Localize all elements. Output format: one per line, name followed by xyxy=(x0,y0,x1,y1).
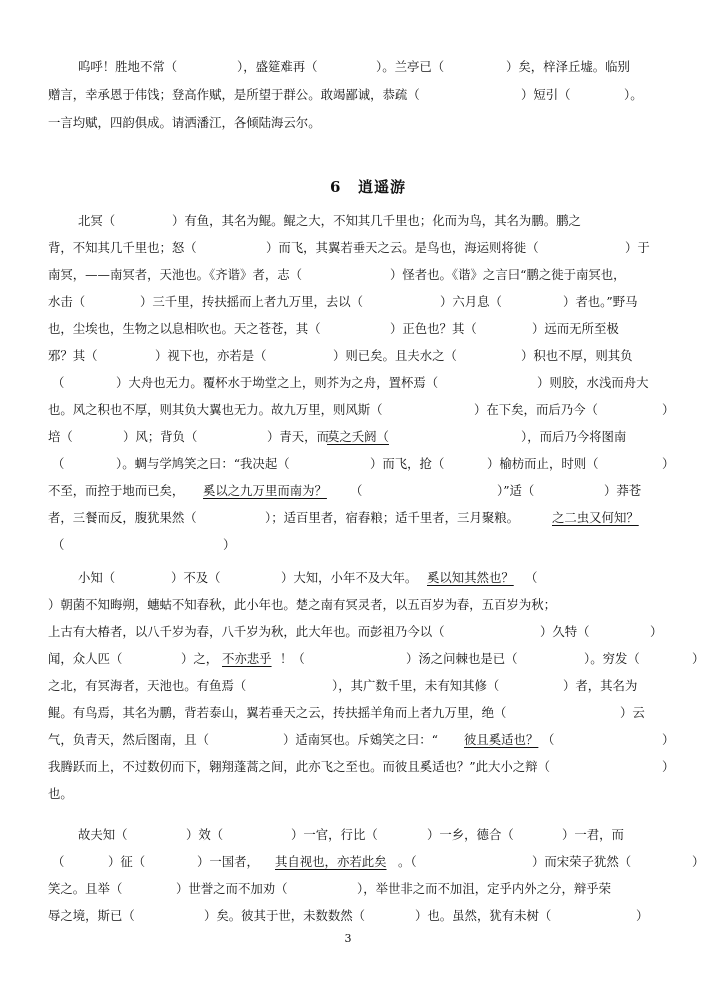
text-segment: ） xyxy=(692,854,704,869)
text-segment: 故夫知（ xyxy=(78,827,128,842)
underlined-phrase: 奚以之九万里而南为？ xyxy=(203,483,327,498)
text-segment: ）世誉之而不加劝（ xyxy=(176,881,288,896)
text-line xyxy=(0,647,704,671)
text-segment: ），盛筵难再（ xyxy=(237,59,318,74)
text-line xyxy=(0,371,696,395)
text-line xyxy=(0,425,696,449)
text-segment: ）莽苍 xyxy=(604,483,642,498)
text-segment: ）于 xyxy=(625,240,650,255)
text-segment: ）而飞，抢（ xyxy=(370,456,445,471)
text-line xyxy=(0,782,696,806)
text-segment: ） xyxy=(692,651,704,666)
text-segment: 呜呼！胜地不常（ xyxy=(78,59,178,74)
text-segment: ）榆枋而止，时则（ xyxy=(487,456,599,471)
text-segment: 赠言，幸承恩于伟饯；登高作赋，是所望于群公。敢竭鄙诚，恭疏（ xyxy=(48,87,420,102)
text-segment: （ xyxy=(525,570,538,585)
text-segment: ） xyxy=(650,624,663,639)
text-segment: ）正色也？其（ xyxy=(390,321,477,336)
text-segment: 也。风之积也不厚，则其负大翼也无力。故九万里，则风斯（ xyxy=(48,402,383,417)
text-segment: 一言均赋，四韵俱成。请洒潘江，各倾陆海云尔。 xyxy=(48,115,321,130)
section-number: 6 xyxy=(330,178,341,196)
text-segment: ）朝菌不知晦朔，蟪蛄不知春秋，此小年也。楚之南有冥灵者，以五百岁为春，五百岁为秋； xyxy=(48,597,557,612)
text-segment: ）”适（ xyxy=(497,483,535,498)
text-segment: ）矣。彼其于世，未数数然（ xyxy=(204,908,366,923)
text-segment: ） xyxy=(636,908,649,923)
text-segment: ）而宋荣子犹然（ xyxy=(532,854,632,869)
text-line xyxy=(0,236,696,260)
text-segment: （ xyxy=(52,375,65,390)
section-heading: 逍遥游 xyxy=(358,178,407,196)
text-segment: ）汤之问棘也是已（ xyxy=(406,651,518,666)
text-segment: ）一官，行比（ xyxy=(291,827,378,842)
text-line xyxy=(0,728,696,752)
text-segment: 上古有大椿者，以八千岁为春，八千岁为秋，此大年也。而彭祖乃今以（ xyxy=(48,624,445,639)
text-segment: ）。穷发（ xyxy=(584,651,640,666)
text-segment: ）而飞，其翼若垂天之云。是鸟也，海运则将徙（ xyxy=(266,240,539,255)
text-segment: ） xyxy=(662,402,675,417)
text-segment: 小知（ xyxy=(78,570,116,585)
text-segment: （ xyxy=(542,732,555,747)
underlined-phrase: 其自视也，亦若此矣 xyxy=(275,854,387,869)
text-line xyxy=(0,674,696,698)
text-segment: ）久特（ xyxy=(540,624,590,639)
text-line xyxy=(0,317,696,341)
text-segment: ）在下矣，而后乃今（ xyxy=(474,402,598,417)
text-segment: 培（ xyxy=(48,429,73,444)
text-line xyxy=(0,344,696,368)
text-line xyxy=(0,755,696,779)
text-segment: ） xyxy=(662,759,675,774)
text-segment: ）远而无所至极 xyxy=(532,321,619,336)
text-segment: （ xyxy=(350,483,363,498)
underlined-phrase: 彼且奚适也？ xyxy=(464,732,539,747)
text-segment: ）效（ xyxy=(186,827,224,842)
text-line xyxy=(0,823,696,847)
text-segment: 我腾跃而上，不过数仞而下，翱翔蓬蒿之间，此亦飞之至也。而彼且奚适也？”此大小之辩（ xyxy=(48,759,550,774)
text-segment: 也。 xyxy=(48,786,73,801)
text-segment: 水击（ xyxy=(48,294,86,309)
text-segment: 者，三餐而反，腹犹果然（ xyxy=(48,510,197,525)
page-number: 3 xyxy=(344,932,352,945)
text-segment: ），其广数千里，未有知其修（ xyxy=(332,678,500,693)
text-segment: ）者也。”野马 xyxy=(563,294,638,309)
text-segment: ）。蜩与学鸠笑之曰：“我决起（ xyxy=(116,456,290,471)
text-segment: 气，负青天，然后图南，且（ xyxy=(48,732,210,747)
text-segment: 北冥（ xyxy=(78,213,116,228)
text-segment: （ xyxy=(52,537,65,552)
text-segment: ）适南冥也。斥鴳笑之曰：“ xyxy=(283,732,439,747)
text-line xyxy=(0,479,696,503)
text-segment: ）视下也，亦若是（ xyxy=(155,348,267,363)
text-segment: 辱之境，斯已（ xyxy=(48,908,135,923)
text-segment: ）一乡，德合（ xyxy=(427,827,514,842)
text-line xyxy=(0,209,696,233)
text-segment: ）也。虽然，犹有未树（ xyxy=(415,908,552,923)
text-segment: （ xyxy=(52,456,65,471)
text-segment: 。（ xyxy=(398,854,417,869)
text-line xyxy=(0,398,696,422)
text-segment: ） xyxy=(662,732,675,747)
text-segment: ）青天，而 xyxy=(267,429,329,444)
text-line xyxy=(0,620,696,644)
text-segment: 鲲。有鸟焉，其名为鹏，背若泰山，翼若垂天之云，抟扶摇羊角而上者九万里，绝（ xyxy=(48,705,507,720)
text-segment: ）则已矣。且夫水之（ xyxy=(333,348,457,363)
text-segment: ！（ xyxy=(280,651,305,666)
text-line xyxy=(0,877,696,901)
text-segment: ）大知，小年不及大年。 xyxy=(281,570,418,585)
text-segment: 邪？其（ xyxy=(48,348,98,363)
text-segment: 笑之。且举（ xyxy=(48,881,123,896)
text-segment: ）一君，而 xyxy=(562,827,624,842)
text-segment: ）云 xyxy=(620,705,645,720)
text-segment: ）三千里，抟扶摇而上者九万里，去以（ xyxy=(140,294,364,309)
section-title xyxy=(0,174,696,200)
text-segment: 南冥，——南冥者，天池也。《齐谐》者，志（ xyxy=(48,267,303,282)
text-segment: 之北，有冥海者，天池也。有鱼焉（ xyxy=(48,678,247,693)
underlined-phrase: 之二虫又何知？ xyxy=(552,510,639,525)
text-line xyxy=(0,55,696,79)
text-segment: ）大舟也无力。覆杯水于坳堂之上，则芥为之舟，置杯焉（ xyxy=(116,375,439,390)
text-segment: 也，尘埃也，生物之以息相吹也。天之苍苍，其（ xyxy=(48,321,321,336)
text-segment: ）；适百里者，宿舂粮；适千里者，三月聚粮。 xyxy=(265,510,520,525)
text-line xyxy=(0,566,696,590)
text-segment: ）怪者也。《谐》之言曰“鹏之徙于南冥也， xyxy=(390,267,626,282)
text-segment: ）六月息（ xyxy=(440,294,502,309)
text-segment: ） xyxy=(662,456,675,471)
text-segment: ）积也不厚，则其负 xyxy=(521,348,633,363)
text-segment: ）征（ xyxy=(108,854,146,869)
text-segment: ），而后乃今将图南 xyxy=(521,429,627,444)
text-line xyxy=(0,904,696,928)
text-segment: （ xyxy=(52,854,65,869)
text-segment: ）风；背负（ xyxy=(123,429,198,444)
text-line xyxy=(0,701,696,725)
text-line xyxy=(0,290,696,314)
text-segment: ），举世非之而不加沮，定乎内外之分，辩乎荣 xyxy=(357,881,612,896)
underlined-phrase: 莫之夭阏（ xyxy=(327,429,389,444)
text-segment: 闻，众人匹（ xyxy=(48,651,123,666)
text-segment: ）有鱼，其名为鲲。鲲之大，不知其几千里也；化而为鸟，其名为鹏。鹏之 xyxy=(172,213,581,228)
text-line xyxy=(0,593,696,617)
text-segment: ）短引（ xyxy=(521,87,571,102)
text-segment: 背，不知其几千里也；怒（ xyxy=(48,240,197,255)
text-segment: ）一国者， xyxy=(197,854,259,869)
text-segment: ）。 xyxy=(624,87,643,102)
text-segment: ）之， xyxy=(181,651,219,666)
text-segment: ）则胶，水浅而舟大 xyxy=(537,375,649,390)
text-line xyxy=(0,506,696,530)
text-segment: ）矣，梓泽丘墟。临别 xyxy=(506,59,630,74)
text-line xyxy=(0,850,704,874)
underlined-phrase: 不亦悲乎 xyxy=(222,651,272,666)
underlined-phrase: 奚以知其然也？ xyxy=(427,570,514,585)
text-segment: ）不及（ xyxy=(171,570,221,585)
text-segment: ） xyxy=(223,537,236,552)
text-segment: ）者，其名为 xyxy=(563,678,638,693)
text-line xyxy=(0,533,696,557)
text-line xyxy=(0,83,696,107)
text-line xyxy=(0,452,696,476)
text-segment: ）。兰亭已（ xyxy=(376,59,445,74)
text-segment: 不至，而控于地而已矣， xyxy=(48,483,185,498)
text-line xyxy=(0,111,696,135)
text-line xyxy=(0,263,696,287)
